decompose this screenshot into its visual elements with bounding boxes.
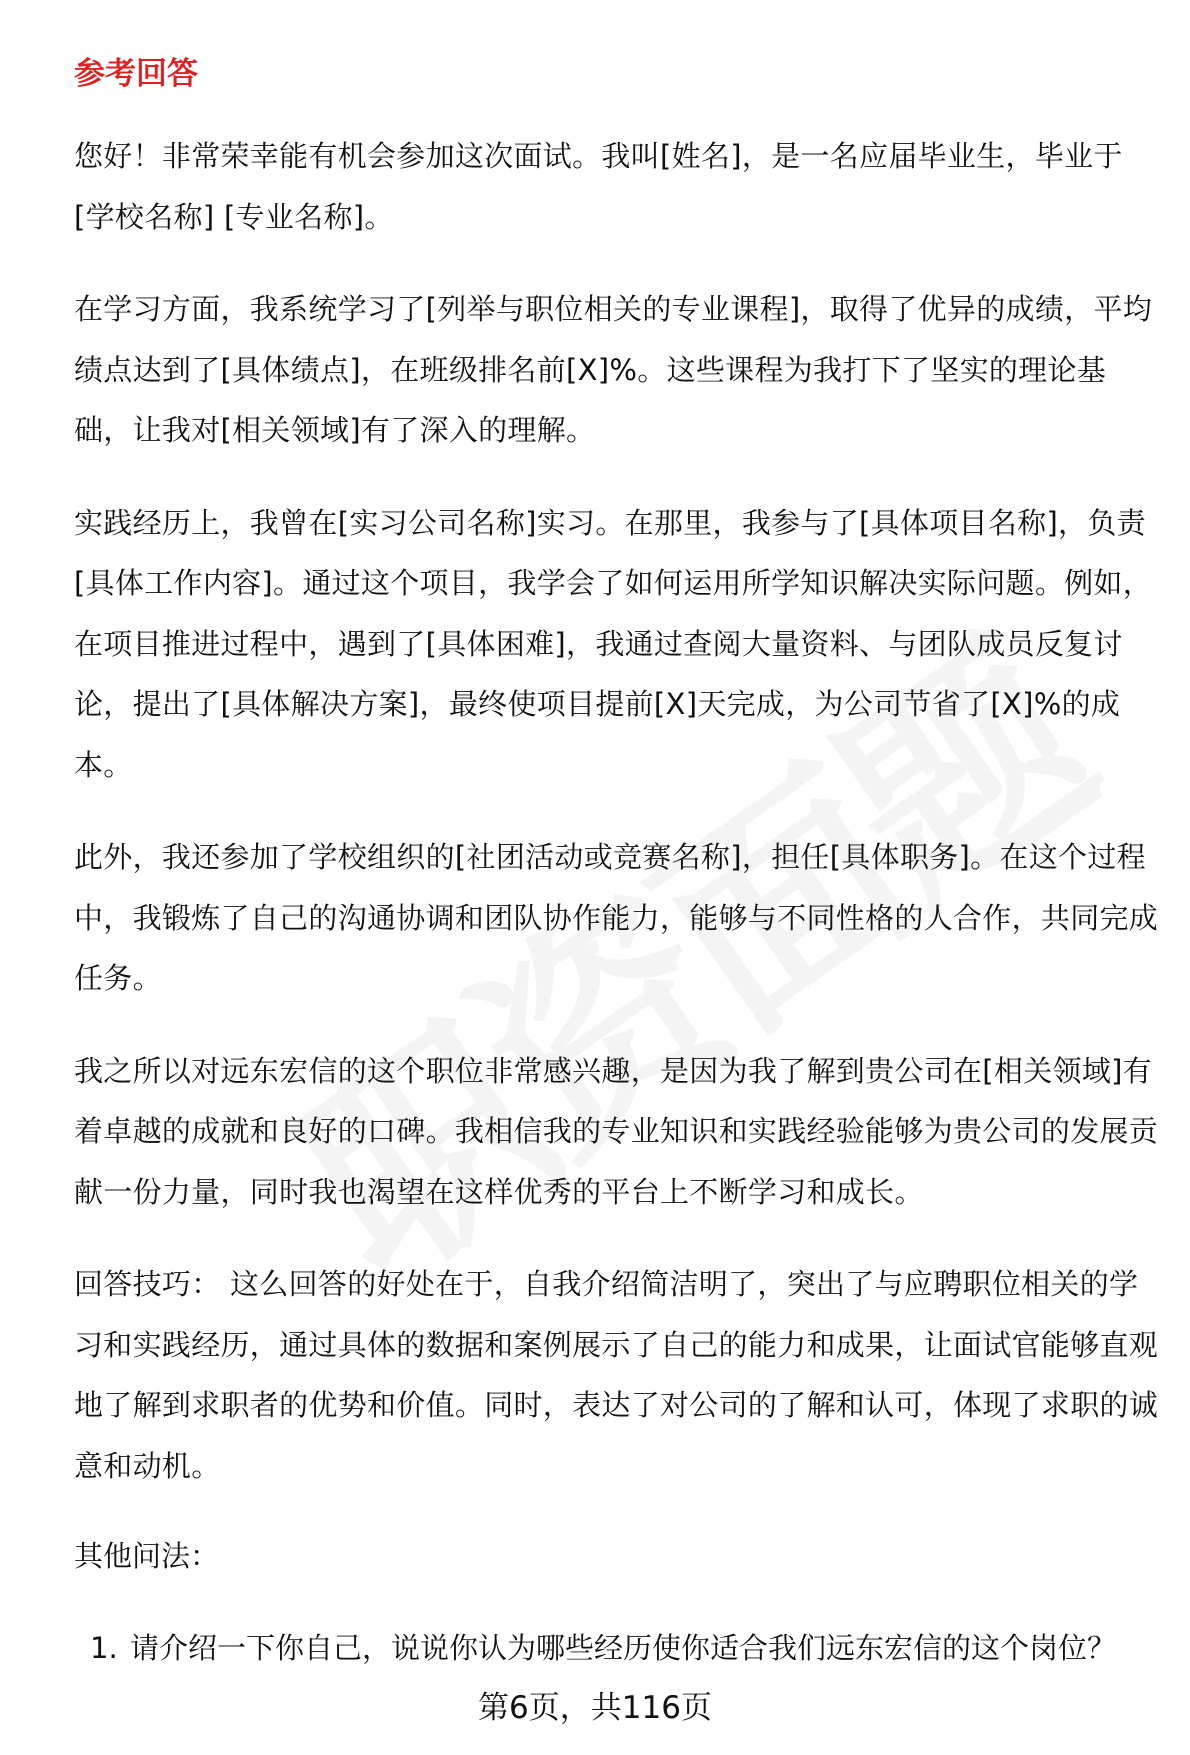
- paragraph-intro: 您好！非常荣幸能有机会参加这次面试。我叫[姓名]，是一名应届毕业生，毕业于[学校名称] [专业名称]。: [74, 139, 1123, 234]
- list-item: [74, 1618, 1160, 1678]
- other-questions-label: 其他问法：: [74, 1539, 220, 1573]
- page-footer: 第6页，共116页: [478, 1690, 712, 1726]
- paragraph-motivation: 我之所以对远东宏信的这个职位非常感兴趣，是因为我了解到贵公司在[相关领域]有着卓越的成就和良好的口碑。我相信我的专业知识和实践经验能够为贵公司的发展贡献一份力量，同时我也渴望在这样优秀的平台上不断学习和成长。: [74, 1053, 1159, 1209]
- paragraph-practice: 实践经历上，我曾在[实习公司名称]实习。在那里，我参与了[具体项目名称]，负责[具体工作内容]。通过这个项目，我学会了如何运用所学知识解决实际问题。例如，在项目推进过程中，遇到了[具体困难]，我通过查阅大量资料、与团队成员反复讨论，提出了[具体解决方案]，最终使项目提前[X]天完成，为公司节省了[X]%的成本。: [74, 505, 1153, 782]
- section-title: 参考回答: [74, 56, 198, 92]
- page-content: [74, 48, 1160, 1678]
- list-item-text: 请介绍一下你自己，说说你认为哪些经历使你适合我们远东宏信的这个岗位？: [130, 1631, 1117, 1665]
- list-item-number: 1.: [90, 1631, 118, 1665]
- paragraph-tips: 回答技巧： 这么回答的好处在于，自我介绍简洁明了，突出了与应聘职位相关的学习和实践经历，通过具体的数据和案例展示了自己的能力和成果，让面试官能够直观地了解到求职者的优势和价值。同时，表达了对公司的了解和认可，体现了求职的诚意和动机。: [74, 1267, 1159, 1483]
- paragraph-activities: 此外，我还参加了学校组织的[社团活动或竞赛名称]，担任[具体职务]。在这个过程中，我锻炼了自己的沟通协调和团队协作能力，能够与不同性格的人合作，共同完成任务。: [74, 840, 1159, 995]
- paragraph-study: 在学习方面，我系统学习了[列举与职位相关的专业课程]，取得了优异的成绩，平均绩点达到了[具体绩点]，在班级排名前[X]%。这些课程为我打下了坚实的理论基础，让我对[相关领域]有了深入的理解。: [74, 292, 1153, 447]
